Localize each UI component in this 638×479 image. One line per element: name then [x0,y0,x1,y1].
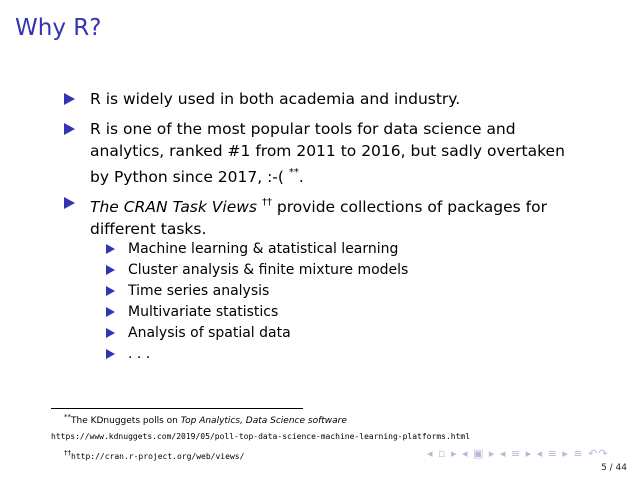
footnote-marker[interactable]: ** [288,167,299,178]
sub-bullet-item: Cluster analysis & finite mixture models [128,262,409,278]
footnote-1-marker: ** [64,413,71,421]
footnote-marker[interactable]: †† [261,197,272,208]
footnote-2 [64,448,244,463]
bullet-triangle-icon [64,93,75,105]
bullet-line: analytics, ranked #1 from 2011 to 2016, but sadly overtaken [90,142,565,160]
sub-bullet-item: Machine learning & atatistical learning [128,241,399,257]
page-number: 5 / 44 [601,463,627,473]
bullet-item [90,192,590,240]
bullet-text: R is widely used in both academia and industry. [90,90,461,108]
footnote-2-url[interactable]: http://cran.r-project.org/web/views/ [71,452,245,461]
footnote-2-marker: †† [64,449,71,457]
bullet-line-text: provide collections of packages for [271,198,547,216]
cran-task-views-text: The CRAN Task Views [90,198,257,216]
sub-bullet-item: Analysis of spatial data [128,325,291,341]
bullet-line [90,192,590,218]
bullet-item [90,118,590,188]
sub-bullet-item: Time series analysis [128,283,270,299]
bullet-line-text: by Python since 2017, :-( [90,168,289,186]
sub-bullet-triangle-icon [106,286,115,296]
sub-bullet-triangle-icon [106,349,115,359]
sub-bullet-triangle-icon [106,328,115,338]
sub-bullet-item: . . . [128,346,151,362]
bullet-line: R is one of the most popular tools for data science and [90,120,516,138]
sub-bullet-triangle-icon [106,265,115,275]
slide-title: Why R? [15,15,102,41]
sub-bullet-triangle-icon [106,307,115,317]
bullet-triangle-icon [64,123,75,135]
footnote-1-url[interactable]: https://www.kdnuggets.com/2019/05/poll-top-data-science-machine-learning-platforms.html [51,432,471,441]
footnote-1-text: The KDnuggets polls on [71,416,181,426]
footnote-rule [51,408,303,409]
sub-bullet-item: Multivariate statistics [128,304,279,320]
footnote-1 [64,412,347,427]
sub-bullet-triangle-icon [106,244,115,254]
footnote-1-italic: Top Analytics, Data Science software [180,416,347,426]
bullet-triangle-icon [64,197,75,209]
bullet-line: different tasks. [90,220,207,238]
beamer-nav-icons[interactable]: ◂ ▫ ▸ ◂ ▣ ▸ ◂ ≡ ▸ ◂ ≡ ▸ ≡ ↶↷ [427,447,609,460]
bullet-line-tail: . [298,168,304,186]
bullet-line [90,162,590,188]
bullet-item [90,88,590,110]
